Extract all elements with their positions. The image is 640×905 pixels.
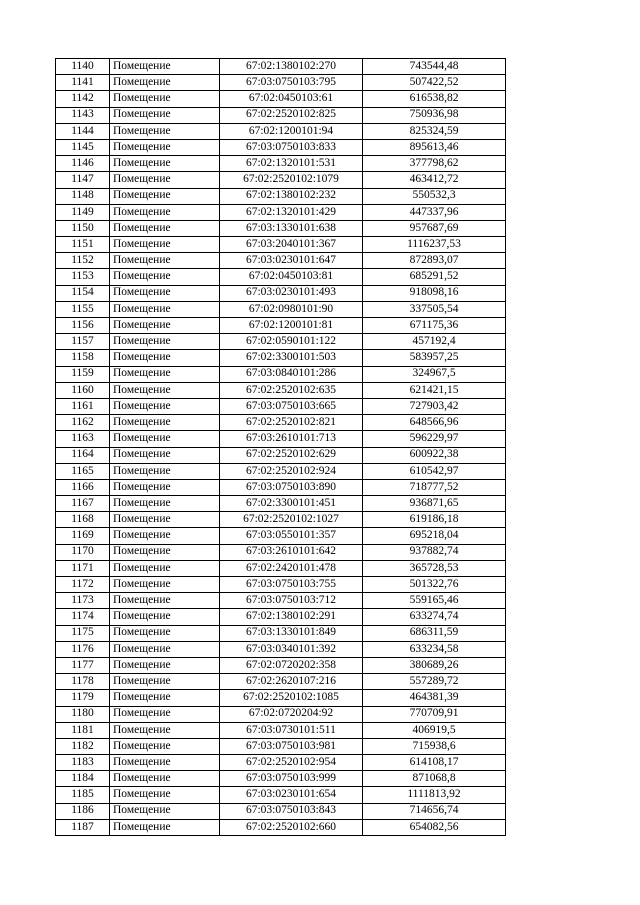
table-row <box>56 755 506 771</box>
object-type-cell: Помещение <box>110 819 220 835</box>
row-number-cell: 1147 <box>56 172 110 188</box>
row-number-cell: 1145 <box>56 139 110 155</box>
object-type-cell: Помещение <box>110 366 220 382</box>
table-row <box>56 301 506 317</box>
object-type-cell: Помещение <box>110 560 220 576</box>
object-type-cell: Помещение <box>110 674 220 690</box>
row-number-cell: 1166 <box>56 479 110 495</box>
cadastral-value-cell: 457192,4 <box>363 334 506 350</box>
row-number-cell: 1173 <box>56 593 110 609</box>
cadastral-value-cell: 550532,3 <box>363 188 506 204</box>
table-row <box>56 690 506 706</box>
cadastral-value-cell: 377798,62 <box>363 156 506 172</box>
object-type-cell: Помещение <box>110 415 220 431</box>
cadastral-value-cell: 507422,52 <box>363 75 506 91</box>
object-type-cell: Помещение <box>110 253 220 269</box>
table-row <box>56 593 506 609</box>
row-number-cell: 1146 <box>56 156 110 172</box>
cadastral-number-cell: 67:03:0230101:647 <box>220 253 363 269</box>
object-type-cell: Помещение <box>110 318 220 334</box>
table-row <box>56 204 506 220</box>
cadastral-number-cell: 67:02:1380102:291 <box>220 609 363 625</box>
cadastral-number-cell: 67:02:1200101:81 <box>220 318 363 334</box>
table-row <box>56 350 506 366</box>
cadastral-value-cell: 871068,8 <box>363 771 506 787</box>
cadastral-value-cell: 610542,97 <box>363 463 506 479</box>
object-type-cell: Помещение <box>110 188 220 204</box>
cadastral-number-cell: 67:02:2520102:635 <box>220 382 363 398</box>
row-number-cell: 1158 <box>56 350 110 366</box>
cadastral-value-cell: 714656,74 <box>363 803 506 819</box>
cadastral-number-cell: 67:03:0750103:833 <box>220 139 363 155</box>
cadastral-number-cell: 67:03:2610101:713 <box>220 431 363 447</box>
cadastral-number-cell: 67:02:2520102:660 <box>220 819 363 835</box>
object-type-cell: Помещение <box>110 91 220 107</box>
cadastral-number-cell: 67:02:0450103:81 <box>220 269 363 285</box>
table-row <box>56 625 506 641</box>
row-number-cell: 1179 <box>56 690 110 706</box>
table-row <box>56 382 506 398</box>
row-number-cell: 1153 <box>56 269 110 285</box>
object-type-cell: Помещение <box>110 609 220 625</box>
cadastral-value-cell: 614108,17 <box>363 755 506 771</box>
object-type-cell: Помещение <box>110 59 220 75</box>
cadastral-number-cell: 67:03:0230101:493 <box>220 285 363 301</box>
cadastral-value-cell: 619186,18 <box>363 512 506 528</box>
cadastral-value-cell: 825324,59 <box>363 123 506 139</box>
table-row <box>56 237 506 253</box>
cadastral-value-cell: 695218,04 <box>363 528 506 544</box>
row-number-cell: 1174 <box>56 609 110 625</box>
cadastral-value-cell: 406919,5 <box>363 722 506 738</box>
cadastral-value-cell: 654082,56 <box>363 819 506 835</box>
cadastral-number-cell: 67:03:0340101:392 <box>220 641 363 657</box>
object-type-cell: Помещение <box>110 787 220 803</box>
cadastral-value-cell: 621421,15 <box>363 382 506 398</box>
table-row <box>56 560 506 576</box>
table-row <box>56 771 506 787</box>
object-type-cell: Помещение <box>110 156 220 172</box>
object-type-cell: Помещение <box>110 301 220 317</box>
row-number-cell: 1159 <box>56 366 110 382</box>
cadastral-value-cell: 596229,97 <box>363 431 506 447</box>
object-type-cell: Помещение <box>110 431 220 447</box>
object-type-cell: Помещение <box>110 75 220 91</box>
cadastral-value-cell: 895613,46 <box>363 139 506 155</box>
table-row <box>56 398 506 414</box>
row-number-cell: 1141 <box>56 75 110 91</box>
cadastral-number-cell: 67:02:2520102:1085 <box>220 690 363 706</box>
row-number-cell: 1163 <box>56 431 110 447</box>
row-number-cell: 1170 <box>56 544 110 560</box>
cadastral-number-cell: 67:02:0720204:92 <box>220 706 363 722</box>
row-number-cell: 1160 <box>56 382 110 398</box>
cadastral-number-cell: 67:03:0750103:665 <box>220 398 363 414</box>
table-row <box>56 706 506 722</box>
row-number-cell: 1175 <box>56 625 110 641</box>
cadastral-value-cell: 559165,46 <box>363 593 506 609</box>
cadastral-value-cell: 957687,69 <box>363 220 506 236</box>
object-type-cell: Помещение <box>110 593 220 609</box>
row-number-cell: 1184 <box>56 771 110 787</box>
row-number-cell: 1182 <box>56 738 110 754</box>
row-number-cell: 1171 <box>56 560 110 576</box>
object-type-cell: Помещение <box>110 220 220 236</box>
row-number-cell: 1181 <box>56 722 110 738</box>
row-number-cell: 1155 <box>56 301 110 317</box>
cadastral-value-cell: 583957,25 <box>363 350 506 366</box>
cadastral-number-cell: 67:03:0730101:511 <box>220 722 363 738</box>
object-type-cell: Помещение <box>110 706 220 722</box>
row-number-cell: 1152 <box>56 253 110 269</box>
cadastral-number-cell: 67:03:0230101:654 <box>220 787 363 803</box>
table-row <box>56 269 506 285</box>
object-type-cell: Помещение <box>110 204 220 220</box>
table-row <box>56 172 506 188</box>
cadastral-number-cell: 67:02:2520102:825 <box>220 107 363 123</box>
cadastral-number-cell: 67:02:2520102:1079 <box>220 172 363 188</box>
row-number-cell: 1144 <box>56 123 110 139</box>
object-type-cell: Помещение <box>110 577 220 593</box>
registry-table <box>55 58 506 836</box>
cadastral-value-cell: 872893,07 <box>363 253 506 269</box>
table-row <box>56 75 506 91</box>
table-row <box>56 674 506 690</box>
object-type-cell: Помещение <box>110 350 220 366</box>
cadastral-value-cell: 463412,72 <box>363 172 506 188</box>
row-number-cell: 1154 <box>56 285 110 301</box>
cadastral-number-cell: 67:03:0750103:795 <box>220 75 363 91</box>
cadastral-number-cell: 67:02:1380102:270 <box>220 59 363 75</box>
table-row <box>56 803 506 819</box>
object-type-cell: Помещение <box>110 123 220 139</box>
table-row <box>56 334 506 350</box>
row-number-cell: 1178 <box>56 674 110 690</box>
object-type-cell: Помещение <box>110 172 220 188</box>
table-row <box>56 139 506 155</box>
cadastral-number-cell: 67:02:2520102:821 <box>220 415 363 431</box>
cadastral-number-cell: 67:03:2610101:642 <box>220 544 363 560</box>
table-row <box>56 188 506 204</box>
object-type-cell: Помещение <box>110 512 220 528</box>
cadastral-number-cell: 67:03:0750103:981 <box>220 738 363 754</box>
cadastral-number-cell: 67:03:0750103:999 <box>220 771 363 787</box>
row-number-cell: 1143 <box>56 107 110 123</box>
table-row <box>56 738 506 754</box>
cadastral-number-cell: 67:02:1200101:94 <box>220 123 363 139</box>
row-number-cell: 1180 <box>56 706 110 722</box>
table-row <box>56 657 506 673</box>
table-row <box>56 512 506 528</box>
object-type-cell: Помещение <box>110 771 220 787</box>
cadastral-value-cell: 715938,6 <box>363 738 506 754</box>
object-type-cell: Помещение <box>110 657 220 673</box>
cadastral-number-cell: 67:03:1330101:849 <box>220 625 363 641</box>
table-row <box>56 123 506 139</box>
cadastral-value-cell: 750936,98 <box>363 107 506 123</box>
cadastral-value-cell: 380689,26 <box>363 657 506 673</box>
cadastral-number-cell: 67:03:0750103:843 <box>220 803 363 819</box>
table-row <box>56 253 506 269</box>
table-row <box>56 463 506 479</box>
table-row <box>56 787 506 803</box>
cadastral-value-cell: 557289,72 <box>363 674 506 690</box>
row-number-cell: 1148 <box>56 188 110 204</box>
object-type-cell: Помещение <box>110 269 220 285</box>
cadastral-value-cell: 648566,96 <box>363 415 506 431</box>
row-number-cell: 1149 <box>56 204 110 220</box>
row-number-cell: 1167 <box>56 496 110 512</box>
cadastral-value-cell: 600922,38 <box>363 447 506 463</box>
table-row <box>56 415 506 431</box>
table-row <box>56 722 506 738</box>
object-type-cell: Помещение <box>110 544 220 560</box>
table-row <box>56 819 506 835</box>
cadastral-number-cell: 67:02:1380102:232 <box>220 188 363 204</box>
table-row <box>56 544 506 560</box>
table-row <box>56 609 506 625</box>
object-type-cell: Помещение <box>110 447 220 463</box>
table-row <box>56 431 506 447</box>
cadastral-number-cell: 67:02:2520102:629 <box>220 447 363 463</box>
registry-table-body <box>56 59 506 836</box>
row-number-cell: 1142 <box>56 91 110 107</box>
table-row <box>56 318 506 334</box>
cadastral-number-cell: 67:02:2520102:1027 <box>220 512 363 528</box>
row-number-cell: 1151 <box>56 237 110 253</box>
cadastral-value-cell: 1116237,53 <box>363 237 506 253</box>
cadastral-value-cell: 633234,58 <box>363 641 506 657</box>
cadastral-value-cell: 743544,48 <box>363 59 506 75</box>
cadastral-value-cell: 464381,39 <box>363 690 506 706</box>
cadastral-number-cell: 67:02:1320101:531 <box>220 156 363 172</box>
object-type-cell: Помещение <box>110 528 220 544</box>
object-type-cell: Помещение <box>110 285 220 301</box>
cadastral-number-cell: 67:02:0450103:61 <box>220 91 363 107</box>
table-row <box>56 496 506 512</box>
row-number-cell: 1150 <box>56 220 110 236</box>
object-type-cell: Помещение <box>110 738 220 754</box>
table-row <box>56 285 506 301</box>
cadastral-value-cell: 324967,5 <box>363 366 506 382</box>
table-row <box>56 59 506 75</box>
row-number-cell: 1164 <box>56 447 110 463</box>
row-number-cell: 1172 <box>56 577 110 593</box>
object-type-cell: Помещение <box>110 803 220 819</box>
object-type-cell: Помещение <box>110 463 220 479</box>
row-number-cell: 1185 <box>56 787 110 803</box>
cadastral-number-cell: 67:03:0840101:286 <box>220 366 363 382</box>
object-type-cell: Помещение <box>110 755 220 771</box>
cadastral-value-cell: 671175,36 <box>363 318 506 334</box>
cadastral-number-cell: 67:03:0750103:712 <box>220 593 363 609</box>
cadastral-value-cell: 727903,42 <box>363 398 506 414</box>
cadastral-number-cell: 67:02:2420101:478 <box>220 560 363 576</box>
row-number-cell: 1168 <box>56 512 110 528</box>
row-number-cell: 1186 <box>56 803 110 819</box>
cadastral-number-cell: 67:02:0720202:358 <box>220 657 363 673</box>
cadastral-number-cell: 67:02:3300101:451 <box>220 496 363 512</box>
object-type-cell: Помещение <box>110 107 220 123</box>
object-type-cell: Помещение <box>110 382 220 398</box>
row-number-cell: 1162 <box>56 415 110 431</box>
object-type-cell: Помещение <box>110 625 220 641</box>
cadastral-value-cell: 633274,74 <box>363 609 506 625</box>
cadastral-value-cell: 685291,52 <box>363 269 506 285</box>
cadastral-value-cell: 686311,59 <box>363 625 506 641</box>
cadastral-value-cell: 501322,76 <box>363 577 506 593</box>
cadastral-number-cell: 67:03:0750103:755 <box>220 577 363 593</box>
object-type-cell: Помещение <box>110 690 220 706</box>
object-type-cell: Помещение <box>110 398 220 414</box>
object-type-cell: Помещение <box>110 722 220 738</box>
cadastral-value-cell: 337505,54 <box>363 301 506 317</box>
cadastral-value-cell: 365728,53 <box>363 560 506 576</box>
cadastral-number-cell: 67:03:0550101:357 <box>220 528 363 544</box>
row-number-cell: 1169 <box>56 528 110 544</box>
table-row <box>56 107 506 123</box>
cadastral-value-cell: 936871,65 <box>363 496 506 512</box>
cadastral-number-cell: 67:02:2620107:216 <box>220 674 363 690</box>
cadastral-value-cell: 1111813,92 <box>363 787 506 803</box>
object-type-cell: Помещение <box>110 479 220 495</box>
cadastral-number-cell: 67:02:0980101:90 <box>220 301 363 317</box>
cadastral-number-cell: 67:02:2520102:924 <box>220 463 363 479</box>
cadastral-number-cell: 67:03:2040101:367 <box>220 237 363 253</box>
cadastral-value-cell: 918098,16 <box>363 285 506 301</box>
table-row <box>56 641 506 657</box>
cadastral-value-cell: 937882,74 <box>363 544 506 560</box>
table-row <box>56 577 506 593</box>
row-number-cell: 1156 <box>56 318 110 334</box>
object-type-cell: Помещение <box>110 139 220 155</box>
table-row <box>56 447 506 463</box>
cadastral-value-cell: 616538,82 <box>363 91 506 107</box>
cadastral-number-cell: 67:03:0750103:890 <box>220 479 363 495</box>
row-number-cell: 1177 <box>56 657 110 673</box>
cadastral-number-cell: 67:02:0590101:122 <box>220 334 363 350</box>
row-number-cell: 1183 <box>56 755 110 771</box>
object-type-cell: Помещение <box>110 237 220 253</box>
object-type-cell: Помещение <box>110 334 220 350</box>
object-type-cell: Помещение <box>110 641 220 657</box>
cadastral-number-cell: 67:02:3300101:503 <box>220 350 363 366</box>
cadastral-number-cell: 67:02:1320101:429 <box>220 204 363 220</box>
cadastral-number-cell: 67:03:1330101:638 <box>220 220 363 236</box>
cadastral-value-cell: 770709,91 <box>363 706 506 722</box>
row-number-cell: 1157 <box>56 334 110 350</box>
row-number-cell: 1161 <box>56 398 110 414</box>
row-number-cell: 1176 <box>56 641 110 657</box>
table-row <box>56 220 506 236</box>
object-type-cell: Помещение <box>110 496 220 512</box>
row-number-cell: 1140 <box>56 59 110 75</box>
table-row <box>56 479 506 495</box>
row-number-cell: 1165 <box>56 463 110 479</box>
row-number-cell: 1187 <box>56 819 110 835</box>
table-row <box>56 91 506 107</box>
cadastral-number-cell: 67:02:2520102:954 <box>220 755 363 771</box>
cadastral-value-cell: 718777,52 <box>363 479 506 495</box>
table-row <box>56 366 506 382</box>
cadastral-value-cell: 447337,96 <box>363 204 506 220</box>
table-row <box>56 528 506 544</box>
table-row <box>56 156 506 172</box>
